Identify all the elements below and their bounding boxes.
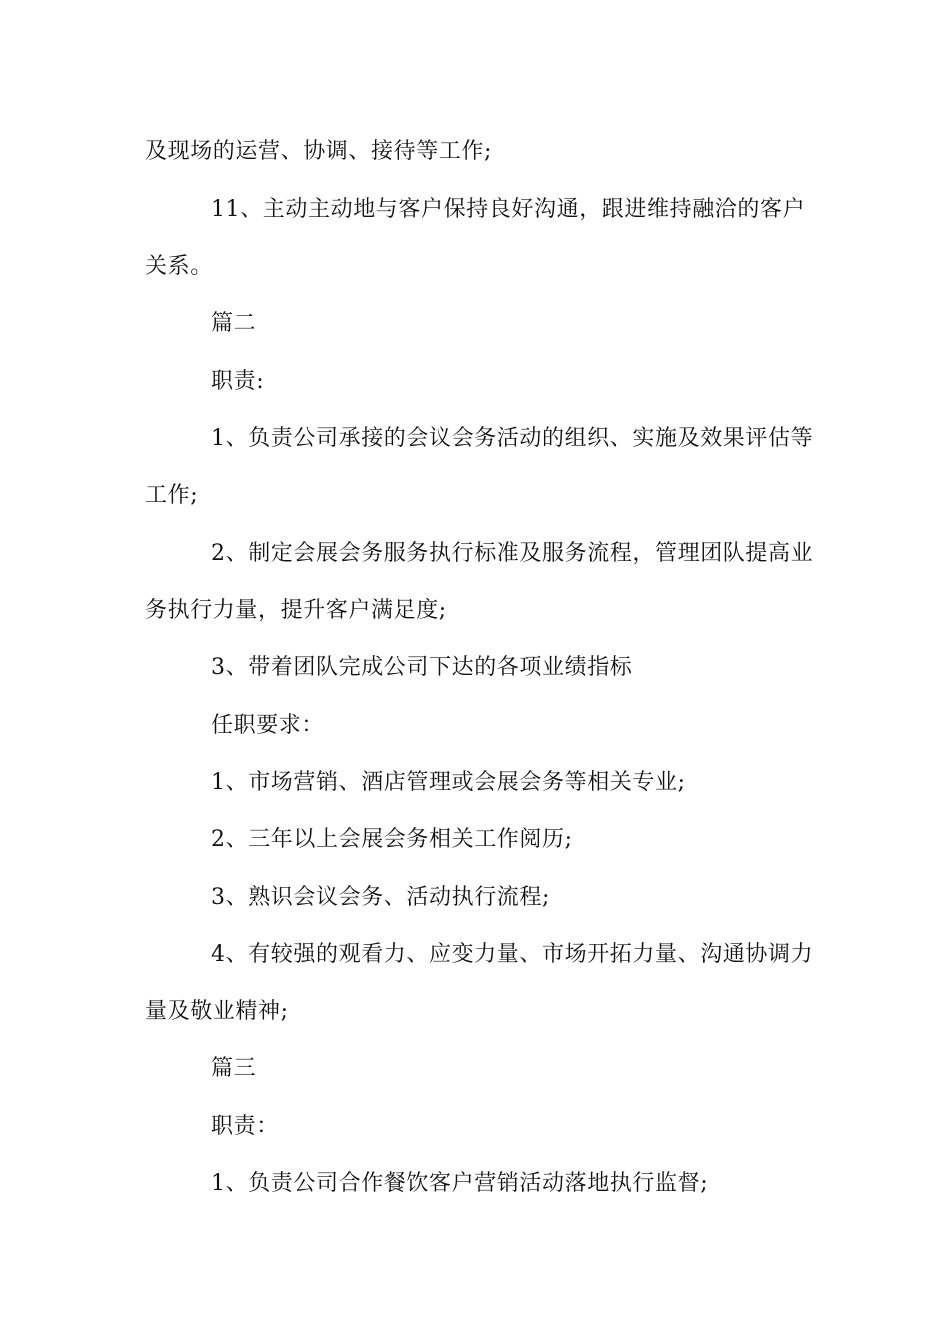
section-heading: 篇二 bbox=[211, 311, 257, 336]
text-line: 2、三年以上会展会务相关工作阅历; bbox=[211, 827, 573, 852]
text-line: 1、市场营销、酒店管理或会展会务等相关专业; bbox=[211, 770, 686, 795]
subheading: 职责： bbox=[211, 1114, 279, 1139]
subheading: 职责: bbox=[211, 369, 265, 394]
text-line: 及现场的运营、协调、接待等工作; bbox=[145, 139, 493, 164]
text-line: 1、负责公司承接的会议会务活动的组织、实施及效果评估等 bbox=[211, 426, 814, 451]
text-line: 2、制定会展会务服务执行标准及服务流程，管理团队提高业 bbox=[211, 541, 814, 566]
text-line: 量及敬业精神; bbox=[145, 999, 289, 1024]
text-line: 1、负责公司合作餐饮客户营销活动落地执行监督; bbox=[211, 1171, 709, 1196]
text-line: 务执行力量，提升客户满足度; bbox=[145, 598, 447, 623]
text-line: 3、带着团队完成公司下达的各项业绩指标 bbox=[211, 655, 633, 680]
text-line: 4、有较强的观看力、应变力量、市场开拓力量、沟通协调力 bbox=[211, 942, 814, 967]
text-line: 3、熟识会议会务、活动执行流程; bbox=[211, 885, 551, 910]
text-line: 工作; bbox=[145, 483, 199, 508]
text-line: 关系。 bbox=[145, 254, 213, 279]
subheading: 任职要求： bbox=[211, 713, 325, 738]
text-line: 11、主动主动地与客户保持良好沟通，跟进维持融洽的客户 bbox=[211, 197, 806, 222]
section-heading: 篇三 bbox=[211, 1056, 257, 1081]
